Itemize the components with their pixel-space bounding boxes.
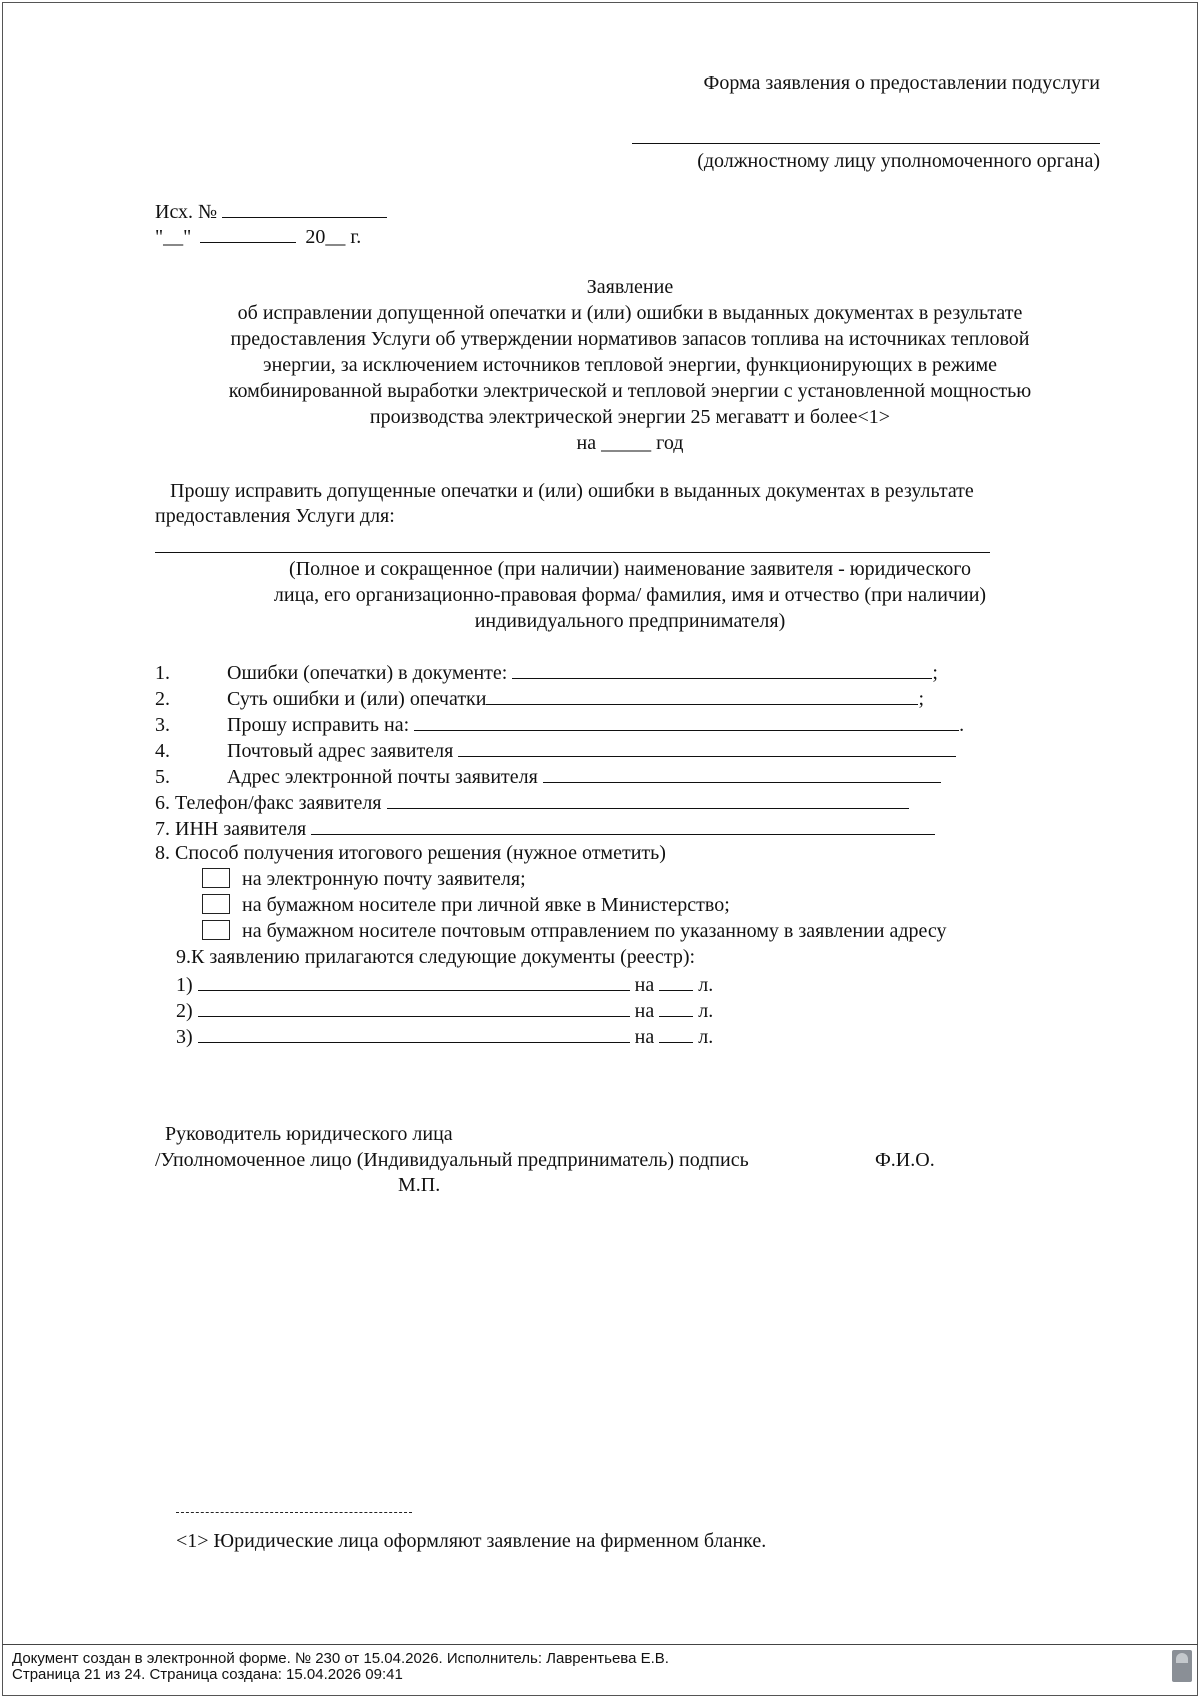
item-end: . — [959, 714, 965, 736]
footer-line-2: Страница 21 из 24. Страница создана: 15.04.2026 09:41 — [12, 1666, 403, 1683]
title-line: об исправлении допущенной опечатки и (или) ошибки в выданных документах в результате — [237, 302, 1023, 324]
item-number: 3. — [155, 714, 170, 736]
item-end: ; — [932, 662, 938, 684]
item-number: 4. — [155, 740, 170, 762]
phone-field[interactable] — [387, 788, 909, 809]
footnote-text: <1> Юридические лица оформляют заявление на фирменном бланке. — [176, 1530, 767, 1552]
signature-line-2: /Уполномоченное лицо (Индивидуальный предприниматель) подпись — [155, 1149, 749, 1171]
caption-line: лица, его организационно-правовая форма/ фамилия, имя и отчество (при наличии) — [273, 584, 987, 606]
delivery-option-post — [202, 918, 947, 944]
pages-suffix: л. — [698, 1000, 714, 1022]
ref-number-field[interactable] — [222, 197, 387, 218]
applicant-caption — [150, 556, 1110, 634]
item-end: ; — [918, 688, 925, 710]
caption-line: индивидуального предпринимателя) — [474, 610, 786, 632]
item-5 — [155, 762, 941, 790]
request-line-2: предоставления Услуги для: — [155, 505, 395, 527]
item-label: Прошу исправить на: — [227, 714, 410, 736]
item-number: 1. — [155, 662, 170, 684]
delivery-option-email — [202, 866, 526, 892]
item-label: Адрес электронной почты заявителя — [227, 766, 538, 788]
stamp-label: М.П. — [398, 1174, 441, 1196]
emblem-icon — [1172, 1650, 1192, 1682]
footer-separator — [2, 1644, 1198, 1645]
postal-address-field[interactable] — [458, 736, 956, 757]
item-3 — [155, 710, 964, 738]
attachment-name-field[interactable] — [198, 970, 630, 991]
request-line-1: Прошу исправить допущенные опечатки и (или) ошибки в выданных документах в результате — [170, 480, 974, 502]
attachment-row — [176, 970, 713, 998]
attachment-pages-field[interactable] — [659, 1022, 693, 1043]
title-line: энергии, за исключением источников тепловой энергии, функционирующих в режиме — [263, 354, 997, 376]
item-label: Ошибки (опечатки) в документе: — [227, 662, 508, 684]
pages-suffix: л. — [698, 1026, 714, 1048]
inn-field[interactable] — [311, 814, 935, 835]
errors-field[interactable] — [512, 658, 932, 679]
pages-suffix: л. — [698, 974, 714, 996]
attachment-name-field[interactable] — [198, 1022, 630, 1043]
attachment-pages-field[interactable] — [659, 996, 693, 1017]
checkbox-post[interactable] — [202, 920, 230, 940]
item-7 — [155, 814, 935, 842]
pages-prefix: на — [634, 1026, 655, 1048]
item-1 — [155, 658, 938, 686]
statement-heading: Заявление — [586, 276, 674, 298]
item-label: 6. Телефон/факс заявителя — [155, 792, 382, 814]
delivery-option-personal — [202, 892, 730, 918]
title-year-line: на _____ год — [576, 432, 684, 454]
checkbox-email[interactable] — [202, 868, 230, 888]
attachment-index: 3) — [176, 1026, 193, 1048]
footnote-separator — [176, 1512, 412, 1513]
date-day: "__" — [155, 226, 192, 248]
item-number: 5. — [155, 766, 170, 788]
applicant-name-line[interactable] — [155, 552, 990, 553]
attachment-pages-field[interactable] — [659, 970, 693, 991]
pages-prefix: на — [634, 1000, 655, 1022]
pages-prefix: на — [634, 974, 655, 996]
item-4 — [155, 736, 956, 764]
form-title: Форма заявления о предоставлении подуслуги — [703, 72, 1100, 94]
item-label: 7. ИНН заявителя — [155, 818, 307, 840]
date-month-field[interactable] — [200, 222, 296, 243]
addressee-caption: (должностному лицу уполномоченного органа) — [697, 150, 1100, 172]
item-label: Суть ошибки и (или) опечатки — [227, 688, 487, 710]
option-label: на электронную почту заявителя; — [242, 868, 526, 890]
caption-line: (Полное и сокращенное (при наличии) наименование заявителя - юридического — [289, 558, 971, 580]
attachment-row — [176, 1022, 713, 1050]
item-8: 8. Способ получения итогового решения (нужное отметить) — [155, 842, 666, 864]
error-essence-field[interactable] — [486, 684, 918, 705]
attachment-index: 2) — [176, 1000, 193, 1022]
title-line: комбинированной выработки электрической и тепловой энергии с установленной мощностью — [228, 380, 1032, 402]
checkbox-personal[interactable] — [202, 894, 230, 914]
item-6 — [155, 788, 909, 816]
option-label: на бумажном носителе почтовым отправлением по указанному в заявлении адресу — [242, 920, 947, 942]
item-number: 2. — [155, 688, 170, 710]
title-line: производства электрической энергии 25 мегаватт и более<1> — [369, 406, 891, 428]
attachment-index: 1) — [176, 974, 193, 996]
signature-line-1: Руководитель юридического лица — [165, 1123, 453, 1145]
attachments-heading: 9.К заявлению прилагаются следующие документы (реестр): — [176, 946, 696, 968]
ref-label: Исх. № — [155, 201, 218, 223]
date-year: 20__ г. — [305, 226, 362, 248]
statement-title — [150, 274, 1110, 456]
signature-fio: Ф.И.О. — [875, 1149, 935, 1171]
attachment-row — [176, 996, 713, 1024]
outgoing-date — [155, 222, 361, 250]
email-field[interactable] — [543, 762, 941, 783]
correct-to-field[interactable] — [414, 710, 959, 731]
title-line: предоставления Услуги об утверждении нормативов запасов топлива на источниках тепловой — [230, 328, 1030, 350]
attachment-name-field[interactable] — [198, 996, 630, 1017]
outgoing-ref — [155, 197, 387, 225]
item-label: Почтовый адрес заявителя — [227, 740, 454, 762]
option-label: на бумажном носителе при личной явке в Министерство; — [242, 894, 730, 916]
item-2 — [155, 684, 924, 712]
footer-line-1: Документ создан в электронной форме. № 230 от 15.04.2026. Исполнитель: Лаврентьева Е.В. — [12, 1650, 669, 1667]
addressee-line — [632, 143, 1100, 144]
